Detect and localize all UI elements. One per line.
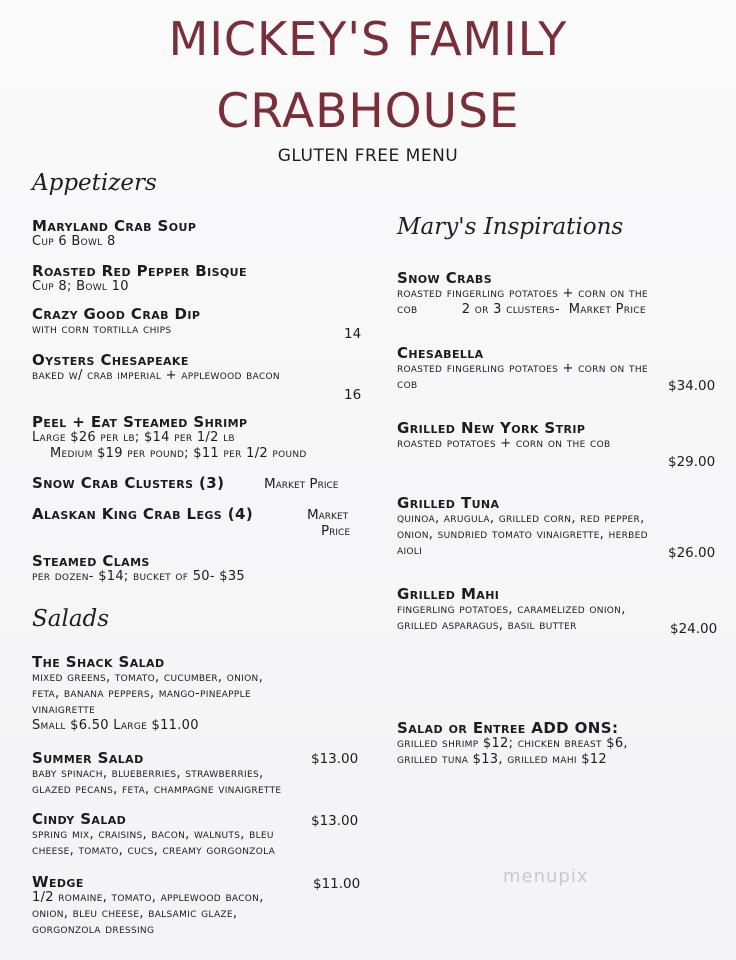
item-name: Wedge xyxy=(32,873,84,891)
menu-item-shack-salad xyxy=(32,654,263,734)
item-price: $11.00 xyxy=(313,876,361,892)
item-name: Grilled New York Strip xyxy=(397,419,586,437)
menu-item-snow-crab-clusters xyxy=(32,475,224,491)
item-desc: Cup 6 Bowl 8 xyxy=(32,234,116,249)
item-name: Snow Crab Clusters (3) xyxy=(32,474,225,492)
salads-heading: Salads xyxy=(32,606,110,632)
item-name: Oysters Chesapeake xyxy=(32,351,189,369)
menu-item-oysters-chesapeake xyxy=(32,352,280,384)
item-desc: spring mix, craisins, bacon, walnuts, bleu xyxy=(32,827,274,842)
item-name: Summer Salad xyxy=(32,749,144,767)
item-desc: roasted fingerling potatoes + corn on the xyxy=(397,361,648,376)
item-desc: baby spinach, blueberries, strawberries, xyxy=(32,766,264,781)
menu-item-summer-salad xyxy=(32,750,281,798)
menu-item-maryland-crab-soup xyxy=(32,218,196,250)
menu-item-grilled-tuna xyxy=(397,495,648,559)
item-desc: roasted potatoes + corn on the cob xyxy=(397,436,611,451)
item-price: 16 xyxy=(344,387,362,403)
menu-item-cindy-salad xyxy=(32,811,275,859)
inspirations-heading: Mary's Inspirations xyxy=(397,214,624,240)
add-ons-desc: grilled shrimp $12; chicken breast $6, xyxy=(397,736,628,751)
item-price: $26.00 xyxy=(668,545,716,561)
item-name: Grilled Tuna xyxy=(397,494,500,512)
item-desc: onion, sundried tomato vinaigrette, herbed xyxy=(397,527,648,542)
item-desc: Cup 8; Bowl 10 xyxy=(32,279,129,294)
add-ons xyxy=(397,720,628,768)
item-name: Grilled Mahi xyxy=(397,585,500,603)
item-desc: per dozen- $14; bucket of 50- $35 xyxy=(32,569,245,584)
item-name: Peel + Eat Steamed Shrimp xyxy=(32,413,248,431)
item-price: $13.00 xyxy=(311,751,359,767)
menu-item-ny-strip xyxy=(397,420,610,452)
item-desc: vinaigrette xyxy=(32,702,96,717)
item-desc: quinoa, arugula, grilled corn, red pepper, xyxy=(397,511,645,526)
item-desc: grilled asparagus, basil butter xyxy=(397,618,577,633)
item-desc: with corn tortilla chips xyxy=(32,322,172,337)
item-price: $24.00 xyxy=(670,621,718,637)
item-desc: Large $26 per lb; $14 per 1/2 lb xyxy=(32,430,235,445)
item-desc: cheese, tomato, cucs, creamy gorgonzola xyxy=(32,843,276,858)
appetizers-heading: Appetizers xyxy=(32,170,157,196)
item-desc: feta, banana peppers, mango-pineapple xyxy=(32,686,251,701)
menu-item-king-crab-legs xyxy=(32,506,253,522)
item-name: Snow Crabs xyxy=(397,269,493,287)
item-desc: Medium $19 per pound; $11 per 1/2 pound xyxy=(50,446,307,461)
menu-item-steamed-shrimp xyxy=(32,414,307,462)
add-ons-title: Salad or Entree ADD ONS: xyxy=(397,719,619,737)
item-desc: baked w/ crab imperial + applewood bacon xyxy=(32,368,280,383)
menu-item-snow-crabs xyxy=(397,270,648,318)
item-desc: glazed pecans, feta, champagne vinaigrette xyxy=(32,782,282,797)
menu-subtitle: GLUTEN FREE MENU xyxy=(277,146,459,166)
item-price: $13.00 xyxy=(311,813,359,829)
item-name: Roasted Red Pepper Bisque xyxy=(32,262,247,280)
item-price: Market Price xyxy=(264,476,339,492)
item-price-line2: Price xyxy=(321,523,351,539)
menu-item-grilled-mahi xyxy=(397,586,626,634)
menu-item-steamed-clams xyxy=(32,553,245,585)
item-price-line1: Market xyxy=(307,507,349,523)
item-name: Maryland Crab Soup xyxy=(32,217,197,235)
item-desc: cob 2 or 3 clusters- Market Price xyxy=(397,302,646,317)
menu-item-chesabella xyxy=(397,345,648,393)
item-name: Chesabella xyxy=(397,344,484,362)
add-ons-desc: grilled tuna $13, grilled mahi $12 xyxy=(397,752,607,767)
item-desc: roasted fingerling potatoes + corn on the xyxy=(397,286,648,301)
item-desc: gorgonzola dressing xyxy=(32,922,155,937)
restaurant-name-line2: CRABHOUSE xyxy=(216,84,520,139)
item-desc: Small $6.50 Large $11.00 xyxy=(32,718,199,733)
item-desc: fingerling potatoes, caramelized onion, xyxy=(397,602,626,617)
menu-item-red-pepper-bisque xyxy=(32,263,247,295)
item-name: Alaskan King Crab Legs (4) xyxy=(32,505,254,523)
item-price: $29.00 xyxy=(668,454,716,470)
item-desc: onion, bleu cheese, balsamic glaze, xyxy=(32,906,238,921)
item-price: 14 xyxy=(344,326,362,342)
menu-item-wedge xyxy=(32,874,264,938)
item-desc: cob xyxy=(397,377,418,392)
restaurant-name-line1: MICKEY'S FAMILY xyxy=(168,12,568,66)
menu-item-crab-dip xyxy=(32,306,200,338)
item-name: Crazy Good Crab Dip xyxy=(32,305,201,323)
item-name: The Shack Salad xyxy=(32,653,165,671)
item-desc: aioli xyxy=(397,543,423,558)
item-name: Steamed Clams xyxy=(32,552,150,570)
item-desc: mixed greens, tomato, cucumber, onion, xyxy=(32,670,264,685)
item-name: Cindy Salad xyxy=(32,810,127,828)
watermark: menupix xyxy=(503,866,589,887)
item-price: $34.00 xyxy=(668,378,716,394)
item-desc: 1/2 romaine, tomato, applewood bacon, xyxy=(32,890,264,905)
